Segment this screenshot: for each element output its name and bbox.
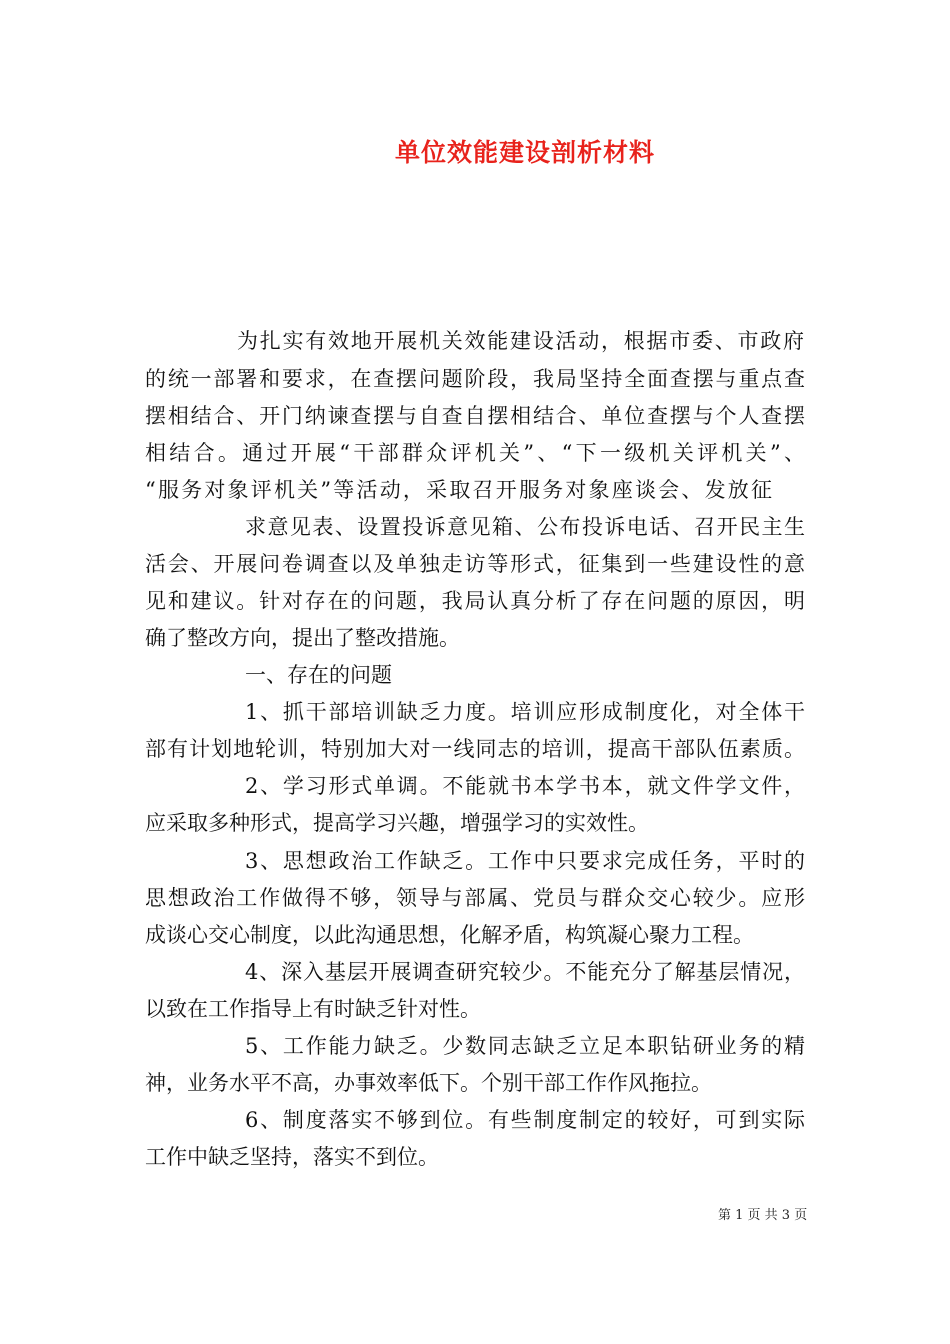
paragraph-line: 应采取多种形式，提高学习兴趣，增强学习的实效性。 <box>145 811 649 835</box>
paragraph-line: 见和建议。针对存在的问题，我局认真分析了存在问题的原因，明 <box>145 589 805 613</box>
paragraph-line: 活会、开展问卷调查以及单独走访等形式，征集到一些建设性的意 <box>145 552 805 576</box>
paragraph-line: 思想政治工作做得不够，领导与部属、党员与群众交心较少。应形 <box>145 886 805 910</box>
paragraph-line: 1、抓干部培训缺乏力度。培训应形成制度化，对全体干 <box>245 700 805 724</box>
document-title: 单位效能建设剖析材料 <box>394 138 655 167</box>
paragraph-line: 3、思想政治工作缺乏。工作中只要求完成任务，平时的 <box>245 849 805 873</box>
paragraph-line: 神，业务水平不高，办事效率低下。个别干部工作作风拖拉。 <box>145 1071 712 1095</box>
paragraph-line: 摆相结合、开门纳谏查摆与自查自摆相结合、单位查摆与个人查摆 <box>145 404 805 428</box>
paragraph-line: 2、学习形式单调。不能就书本学书本，就文件学文件， <box>245 774 805 798</box>
paragraph-line: 5、工作能力缺乏。少数同志缺乏立足本职钻研业务的精 <box>245 1034 805 1058</box>
paragraph-line: “服务对象评机关”等活动，采取召开服务对象座谈会、发放征 <box>145 478 772 502</box>
paragraph-line: 为扎实有效地开展机关效能建设活动，根据市委、市政府 <box>237 329 804 353</box>
paragraph-line: 以致在工作指导上有时缺乏针对性。 <box>145 997 481 1021</box>
paragraph-line: 成谈心交心制度，以此沟通思想，化解矛盾，构筑凝心聚力工程。 <box>145 923 754 947</box>
paragraph-line: 6、制度落实不够到位。有些制度制定的较好，可到实际 <box>245 1108 805 1132</box>
paragraph-line: 相结合。通过开展“干部群众评机关”、“下一级机关评机关”、 <box>145 441 805 465</box>
paragraph-line: 部有计划地轮训，特别加大对一线同志的培训，提高干部队伍素质。 <box>145 737 805 761</box>
paragraph-line: 的统一部署和要求，在查摆问题阶段，我局坚持全面查摆与重点查 <box>145 367 805 391</box>
page-footer: 第 1 页 共 3 页 <box>718 1208 808 1223</box>
paragraph-line: 确了整改方向，提出了整改措施。 <box>145 626 460 650</box>
paragraph-line: 求意见表、设置投诉意见箱、公布投诉电话、召开民主生 <box>245 515 805 539</box>
paragraph-line: 4、深入基层开展调查研究较少。不能充分了解基层情况， <box>245 960 805 984</box>
paragraph-line: 一、存在的问题 <box>245 663 392 687</box>
paragraph-line: 工作中缺乏坚持，落实不到位。 <box>145 1145 439 1169</box>
